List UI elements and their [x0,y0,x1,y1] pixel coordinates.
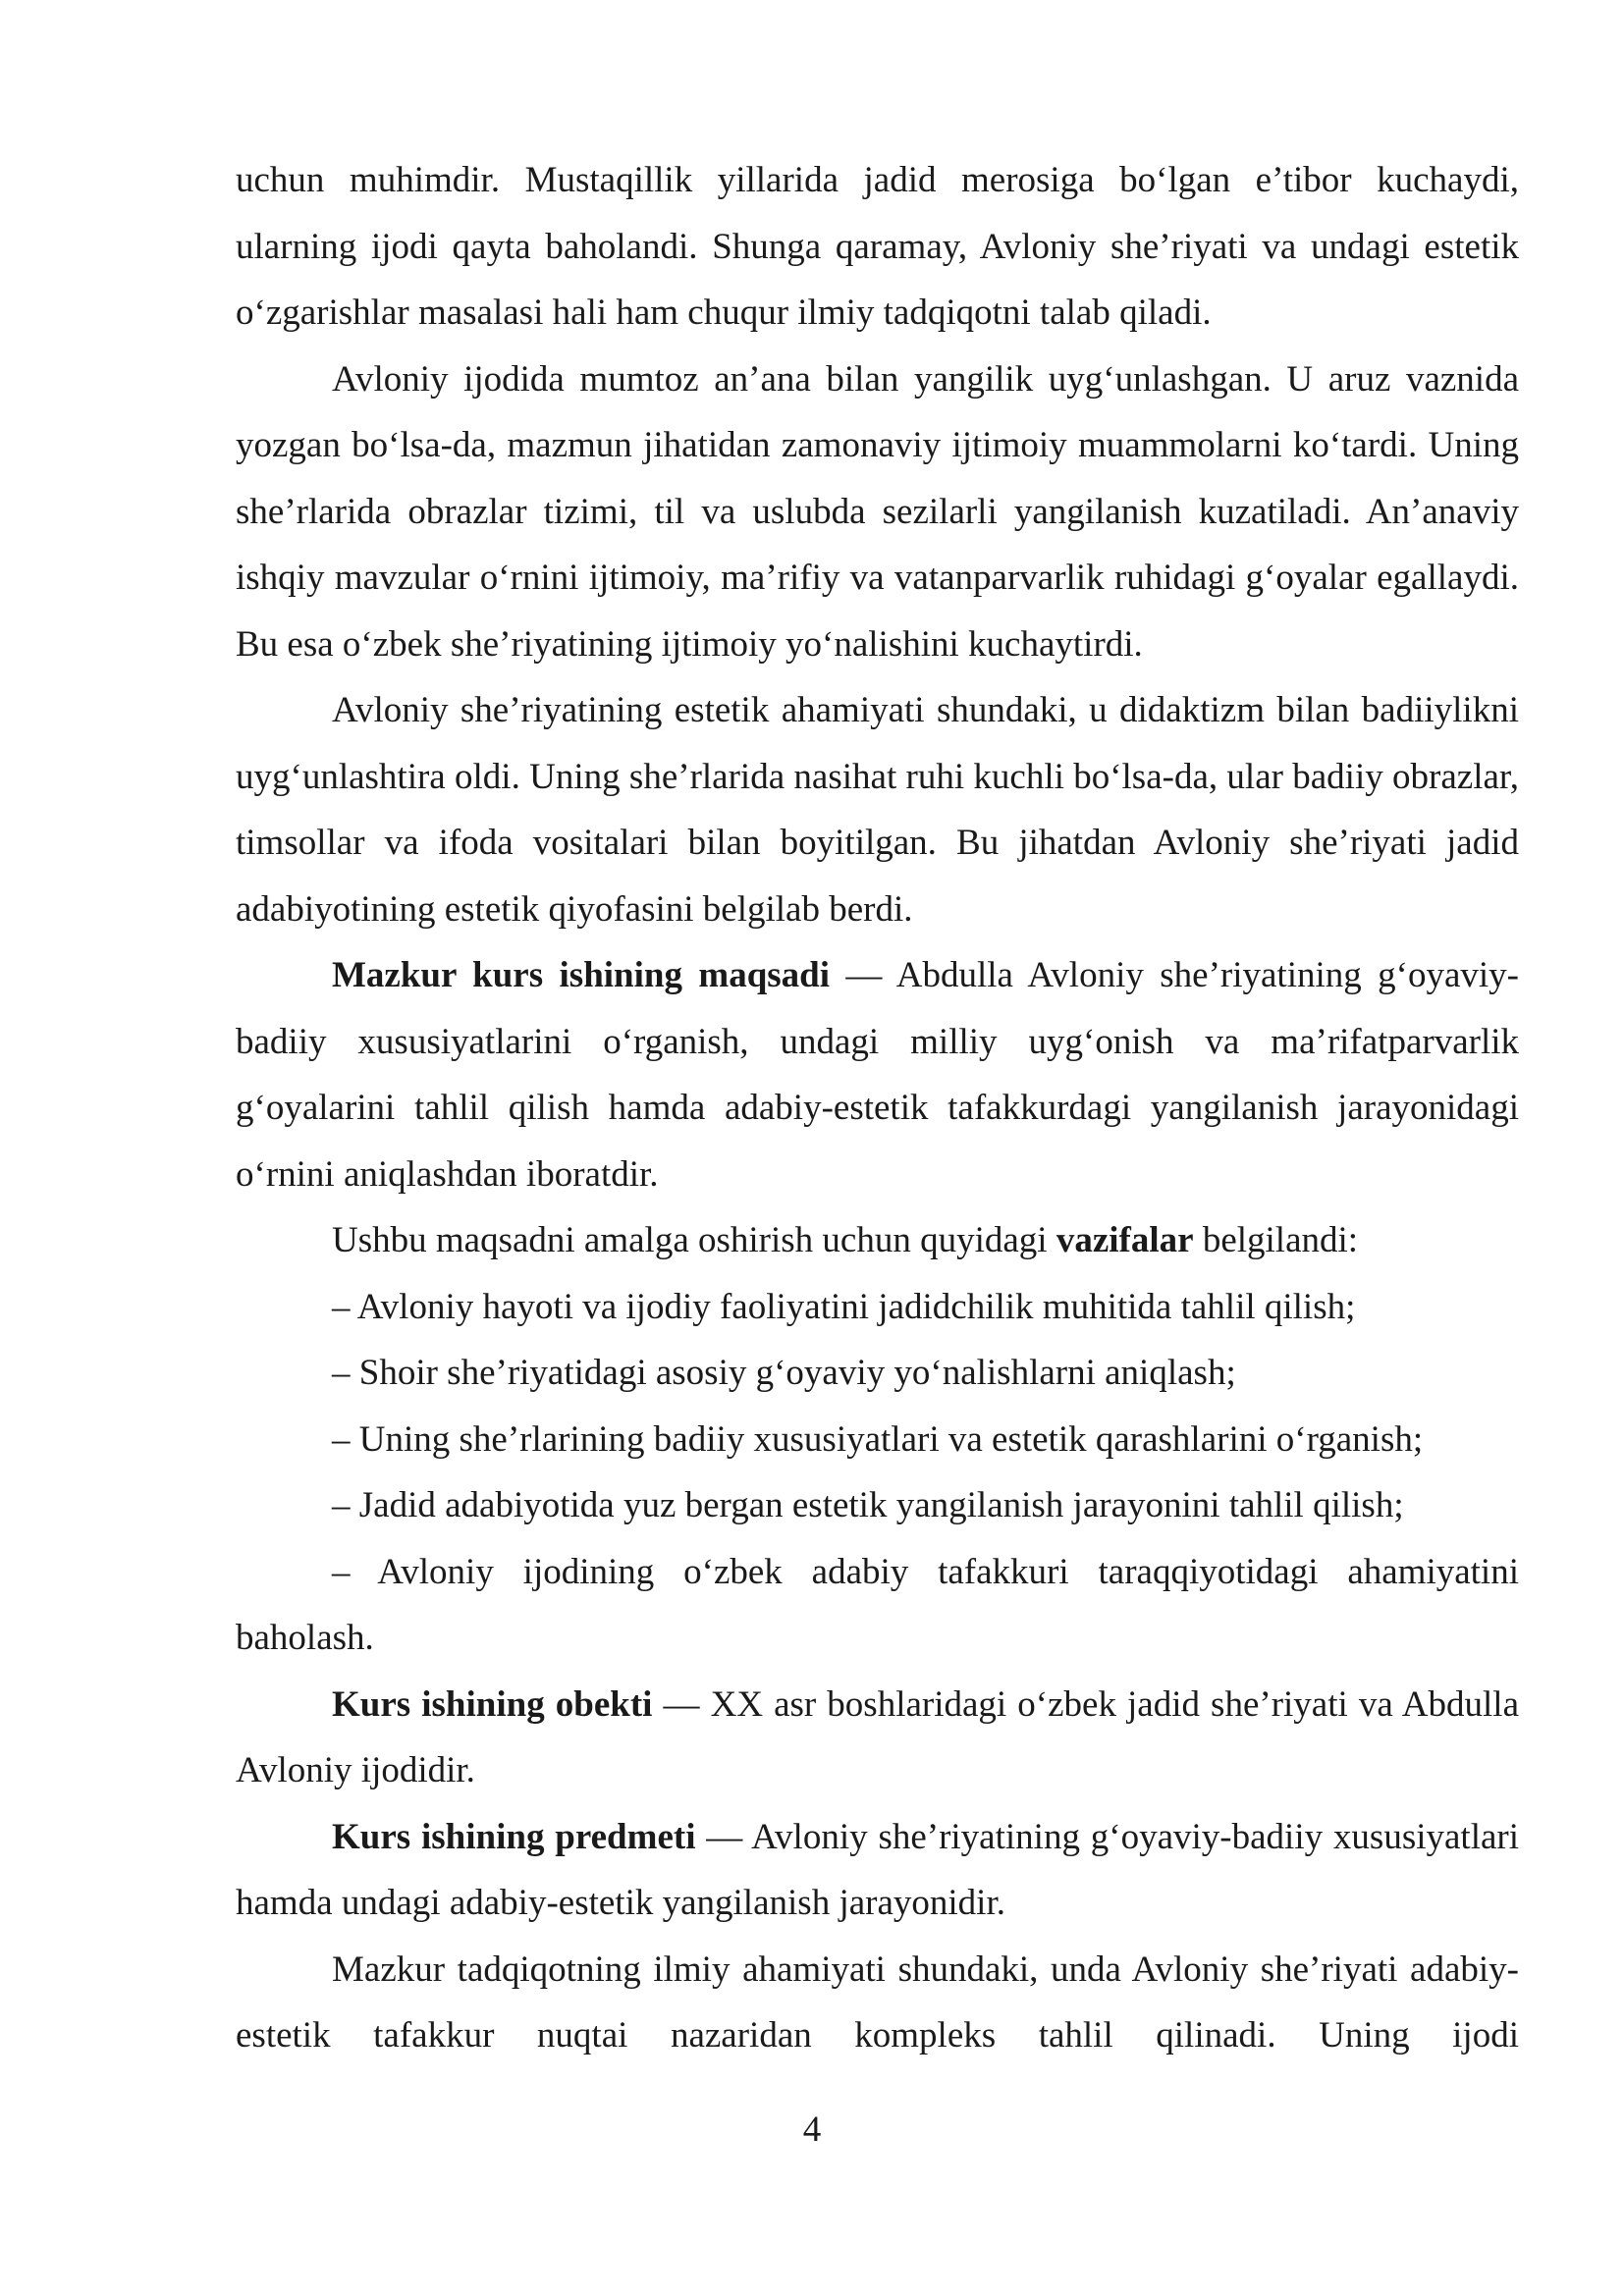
paragraph-aesthetic-significance [236,677,1519,942]
task-item: – Avloniy ijodining o‘zbek adabiy tafakkuri taraqqiyotidagi ahamiyatini baholash. [236,1551,1519,1658]
paragraph-tradition [236,347,1519,678]
paragraph-text: — Abdulla Avloniy she’riyatining g‘oyaviy-badiiy xususiyatlarini o‘rganish, undagi milliy uyg‘onish va ma’rifatparvarlik g‘oyalarini tahlil qilish hamda adabiy-estetik tafakkurdagi yangilanish jarayonidagi o‘rnini aniqlashdan iboratdir. [236,955,1519,1195]
paragraph-text: Ushbu maqsadni amalga oshirish uchun quyidagi [332,1220,1056,1260]
paragraph-text: uchun muhimdir. Mustaqillik yillarida jadid merosiga bo‘lgan e’tibor kuchaydi, ularning ijodi qayta baholandi. Shunga qaramay, Avloniy she’riyati va undagi estetik o‘zgarishlar masalasi hali ham chuqur ilmiy tadqiqotni talab qiladi. [236,160,1519,333]
paragraph-text: — XX asr boshlaridagi o‘zbek jadid she’riyati va Abdulla Avloniy ijodidir. [236,1683,1519,1790]
document-page [236,147,1519,2069]
paragraph-text: Mazkur tadqiqotning ilmiy ahamiyati shundaki, unda Avloniy she’riyati adabiy-estetik tafakkur nuqtai nazaridan kompleks tahlil qilinadi. Uning ijodi [236,1949,1519,2056]
paragraph-object [236,1672,1519,1804]
task-item: – Uning she’rlarining badiiy xususiyatlari va estetik qarashlarini o‘rganish; [332,1418,1424,1460]
paragraph-text: Avloniy she’riyatining estetik ahamiyati shundaki, u didaktizm bilan badiiylikni uyg‘unlashtira oldi. Uning she’rlarida nasihat ruhi kuchli bo‘lsa-da, ular badiiy obrazlar, timsollar va ifoda vositalari bilan boyitilgan. Bu jihatdan Avloniy she’riyati jadid adabiyotining estetik qiyofasini belgilab berdi. [236,690,1519,930]
subject-heading: Kurs ishining predmeti [332,1816,696,1857]
paragraph-subject [236,1804,1519,1937]
page-number: 4 [802,2109,822,2150]
object-heading: Kurs ishining obekti [332,1683,653,1725]
paragraph-goal [236,942,1519,1207]
task-item: – Shoir she’riyatidagi asosiy g‘oyaviy yo‘nalishlarni aniqlash; [332,1353,1236,1393]
paragraph-text: belgilandi: [1193,1220,1359,1260]
paragraph-significance [236,1937,1519,2069]
paragraph-text: Avloniy ijodida mumtoz an’ana bilan yangilik uyg‘unlashgan. U aruz vaznida yozgan bo‘lsa-da, mazmun jihatidan zamonaviy ijtimoiy muammolarni ko‘tardi. Uning she’rlarida obrazlar tizimi, til va uslubda sezilarli yangilanish kuzatiladi. An’anaviy ishqiy mavzular o‘rnini ijtimoiy, ma’rifiy va vatanparvarlik ruhidagi g‘oyalar egallaydi. Bu esa o‘zbek she’riyatining ijtimoiy yo‘nalishini kuchaytirdi. [236,358,1519,665]
tasks-heading: vazifalar [1056,1220,1194,1260]
task-item: – Jadid adabiyotida yuz bergan estetik yangilanish jarayonini tahlil qilish; [332,1485,1404,1525]
goal-heading: Mazkur kurs ishining maqsadi [332,955,831,995]
task-item: – Avloniy hayoti va ijodiy faoliyatini jadidchilik muhitida tahlil qilish; [332,1286,1356,1327]
paragraph-tasks-intro [236,1207,1519,1274]
paragraph-intro-continuation [236,147,1519,347]
paragraph-text: — Avloniy she’riyatining g‘oyaviy-badiiy xususiyatlari hamda undagi adabiy-estetik yangilanish jarayonidir. [236,1816,1519,1923]
